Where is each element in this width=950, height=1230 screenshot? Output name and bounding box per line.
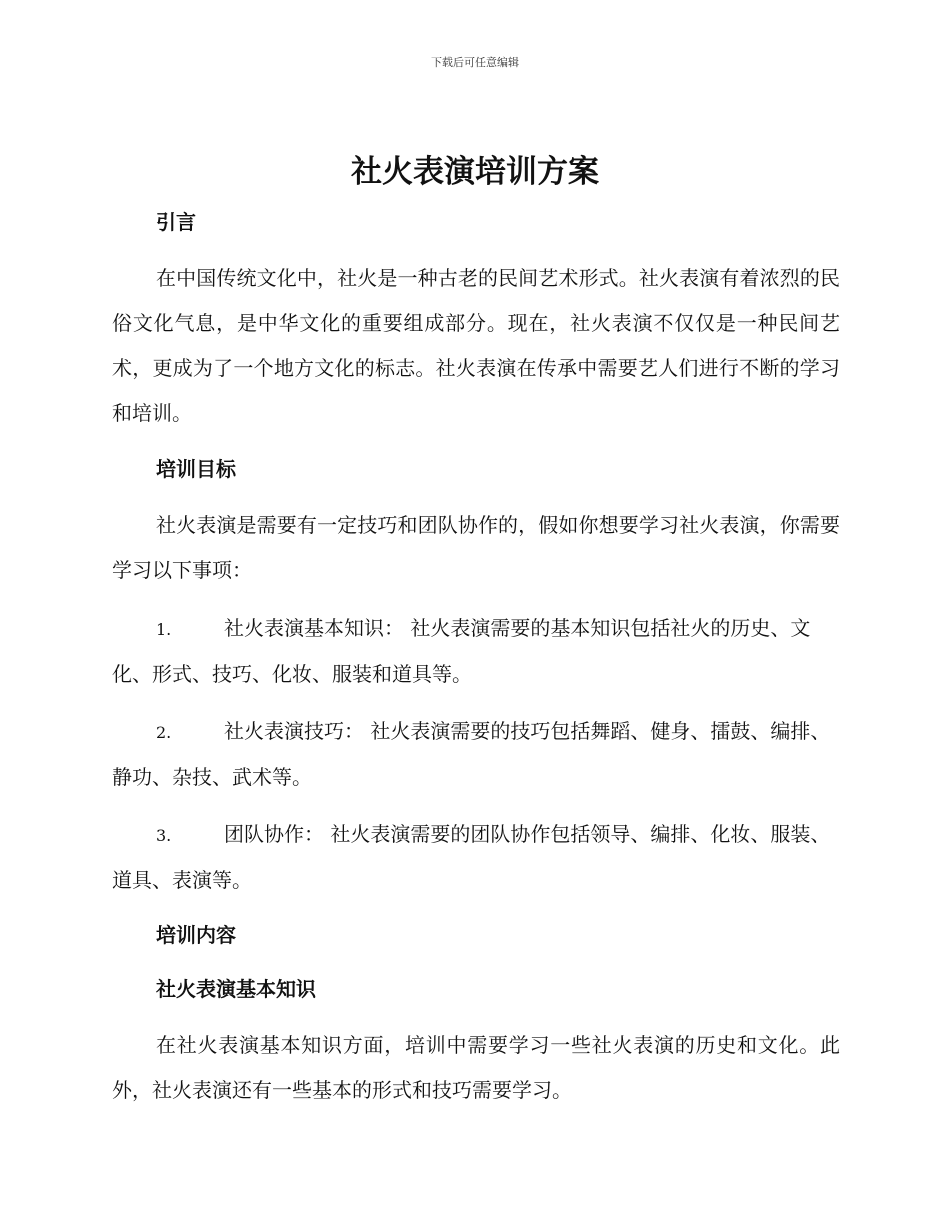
- header-note: 下载后可任意编辑: [431, 56, 519, 69]
- list-item-text: 社火表演基本知识： 社火表演需要的基本知识包括社火的历史、文化、形式、技巧、化妆、服装和道具等。: [112, 616, 811, 686]
- basic-knowledge-paragraph: 在社火表演基本知识方面，培训中需要学习一些社火表演的历史和文化。此外，社火表演还有一些基本的形式和技巧需要学习。: [112, 1033, 840, 1102]
- content-heading: 培训内容: [156, 923, 236, 947]
- list-item-number: 1.: [156, 620, 172, 639]
- list-item-text: 团队协作： 社火表演需要的团队协作包括领导、编排、化妆、服装、道具、表演等。: [112, 822, 831, 892]
- page-title: 社火表演培训方案: [351, 154, 599, 190]
- list-item: [112, 812, 840, 903]
- basic-knowledge-heading: 社火表演基本知识: [156, 977, 316, 1001]
- intro-paragraph: 在中国传统文化中，社火是一种古老的民间艺术形式。社火表演有着浓烈的民俗文化气息，是中华文化的重要组成部分。现在，社火表演不仅仅是一种民间艺术，更成为了一个地方文化的标志。社火表演在传承中需要艺人们进行不断的学习和培训。: [112, 266, 840, 425]
- list-item: [112, 606, 840, 697]
- document-body: [112, 202, 840, 1126]
- intro-heading: 引言: [156, 210, 196, 234]
- goal-heading: 培训目标: [156, 457, 236, 481]
- list-item: [112, 709, 840, 800]
- list-item-number: 2.: [156, 723, 172, 742]
- goal-paragraph: 社火表演是需要有一定技巧和团队协作的，假如你想要学习社火表演，你需要学习以下事项：: [112, 513, 840, 582]
- list-item-text: 社火表演技巧： 社火表演需要的技巧包括舞蹈、健身、擂鼓、编排、静功、杂技、武术等。: [112, 719, 831, 789]
- list-item-number: 3.: [156, 826, 172, 845]
